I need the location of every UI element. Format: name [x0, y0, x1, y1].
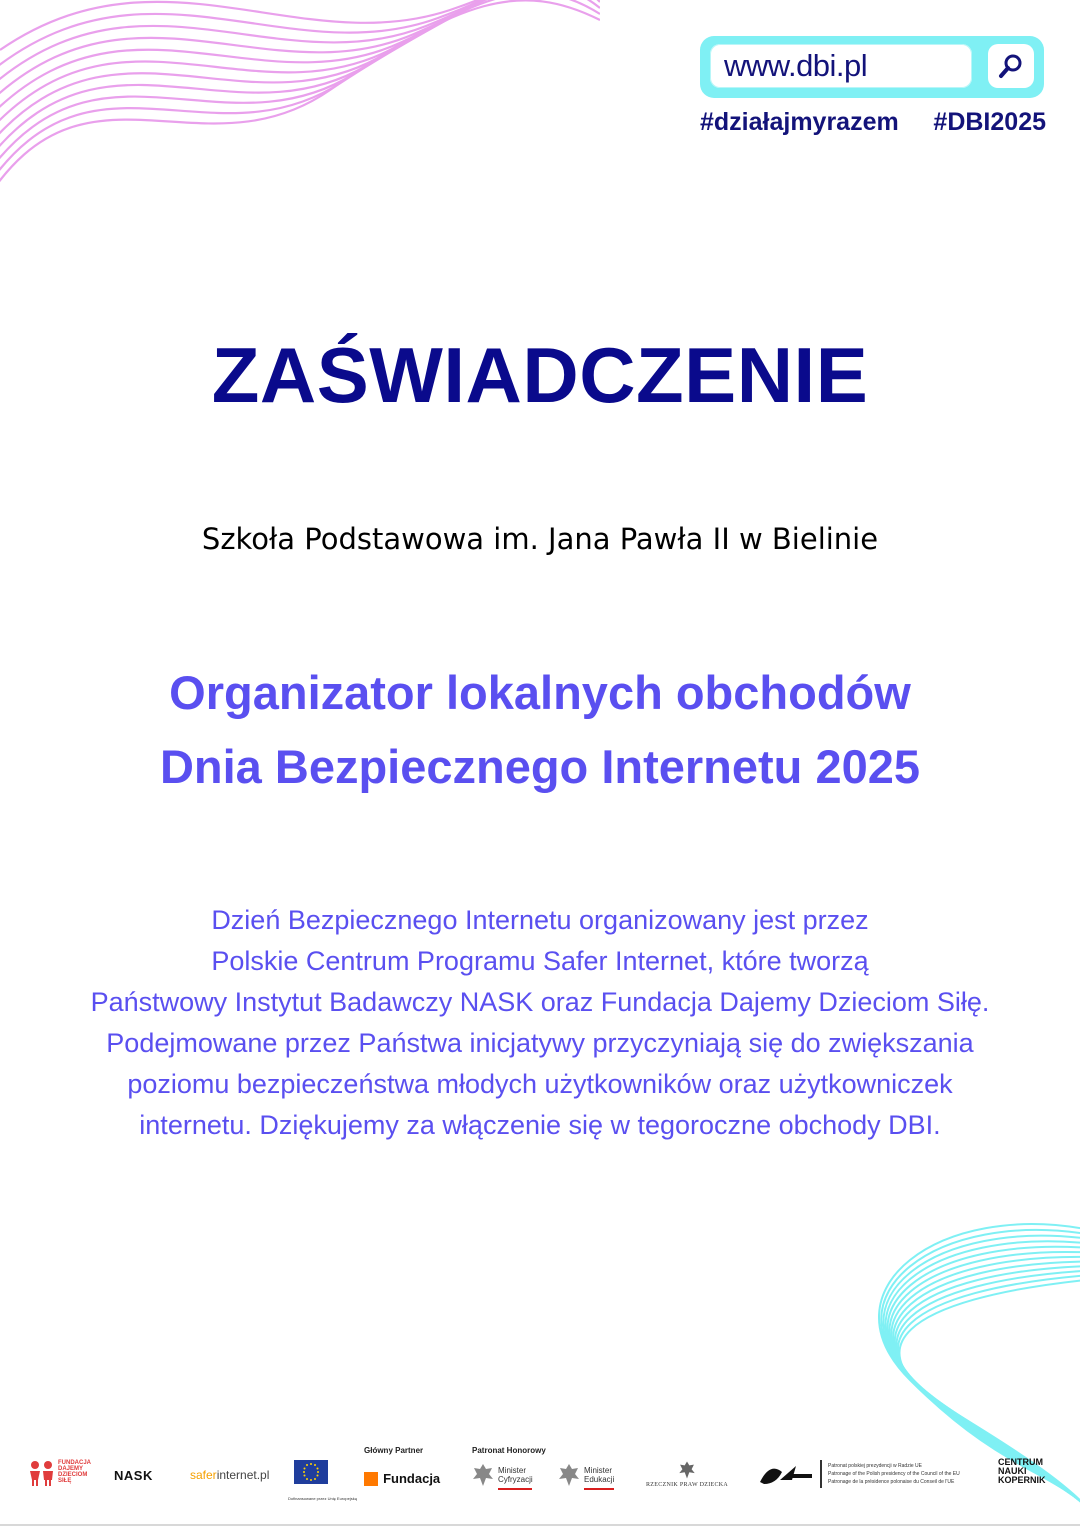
honorary-patronage-label: Patronat Honorowy — [472, 1446, 546, 1455]
orange-square-icon — [364, 1472, 378, 1486]
nask-logo: NASK — [114, 1468, 153, 1483]
presidency-line: Patronage of the Polish presidency of the Council of the EU — [828, 1471, 960, 1477]
eu-caption: Dofinansowane przez Unię Europejską — [288, 1496, 357, 1501]
description-line: Dzień Bezpiecznego Internetu organizowany jest przez — [211, 905, 869, 935]
role-line: Organizator lokalnych obchodów — [169, 666, 911, 719]
recipient-role — [0, 656, 1080, 804]
wave-line — [0, 0, 600, 50]
cnk-line: NAUKI — [998, 1466, 1027, 1476]
main-partner-label: Główny Partner — [364, 1446, 424, 1455]
fdds-line: SIŁĘ — [58, 1478, 72, 1484]
certificate-title: ZAŚWIADCZENIE — [211, 331, 869, 419]
wave-line — [0, 0, 600, 82]
wave-line — [0, 0, 600, 210]
main-partner-logo — [364, 1468, 440, 1487]
role-line: Dnia Bezpiecznego Internetu 2025 — [159, 740, 921, 793]
main-partner-name: Fundacja — [383, 1471, 441, 1486]
minister-edukacji-logo — [558, 1462, 622, 1492]
description-line: Polskie Centrum Programu Safer Internet, które tworzą — [211, 946, 869, 976]
description — [0, 900, 1080, 1146]
page-bottom-border — [0, 1524, 1080, 1526]
presidency-line: Patronat polskiej prezydencji w Radzie UE — [828, 1463, 922, 1469]
safer-suffix: internet.pl — [216, 1468, 270, 1482]
centrum-nauki-kopernik-logo — [998, 1458, 1058, 1488]
fdds-logo — [28, 1460, 98, 1490]
children-icon — [28, 1460, 56, 1486]
fdds-line: DAJEMY — [58, 1466, 84, 1472]
search-field[interactable] — [710, 44, 972, 88]
rzecznik-praw-dziecka-logo — [646, 1460, 732, 1492]
eagle-emblem-icon — [558, 1462, 580, 1488]
search-box — [700, 36, 1044, 98]
hashtag-dbi2025: #DBI2025 — [933, 108, 1046, 136]
eu-logo — [288, 1460, 357, 1506]
recipient-name: Szkoła Podstawowa im. Jana Pawła II w Bielinie — [201, 522, 879, 556]
description-line: poziomu bezpieczeństwa młodych użytkowników oraz użytkowniczek — [127, 1069, 953, 1099]
minister-cyfryzacji-logo — [472, 1462, 536, 1492]
minister-line: Cyfryzacji — [498, 1475, 533, 1484]
hashtag-dzialajmy: #działajmyrazem — [700, 108, 899, 136]
fdds-line: DZIECIOM — [58, 1472, 88, 1478]
wave-line — [0, 0, 600, 146]
description-line: Państwowy Instytut Badawczy NASK oraz Fundacja Dajemy Dzieciom Siłę. — [90, 987, 990, 1017]
minister-line: Edukacji — [584, 1475, 615, 1484]
wave-line — [0, 0, 600, 194]
description-line: internetu. Dziękujemy za włączenie się w tegoroczne obchody DBI. — [139, 1110, 941, 1140]
search-url: www.dbi.pl — [724, 48, 868, 83]
wave-line — [0, 0, 600, 130]
wave-line — [0, 0, 600, 162]
presidency-mark-icon — [756, 1460, 814, 1490]
wave-line — [0, 0, 600, 98]
cnk-line: KOPERNIK — [998, 1475, 1046, 1485]
description-line: Podejmowane przez Państwa inicjatywy przyczyniają się do zwiększania — [106, 1028, 974, 1058]
wave-line — [0, 0, 600, 178]
minister-line: Minister — [584, 1466, 613, 1475]
eu-presidency-logo — [756, 1458, 976, 1492]
eu-flag-icon — [294, 1460, 328, 1484]
eagle-emblem-icon — [678, 1460, 696, 1480]
hashtags — [700, 108, 1046, 137]
fdds-line: FUNDACJA — [58, 1460, 91, 1466]
decorative-waves-top — [0, 0, 600, 230]
safer-prefix: safer — [190, 1468, 217, 1482]
ombudsman-name: RZECZNIK PRAW DZIECKA — [646, 1482, 729, 1488]
wave-line — [0, 0, 600, 114]
saferinternet-logo — [190, 1468, 269, 1482]
magnifier-icon — [997, 52, 1025, 80]
search-button[interactable] — [988, 44, 1034, 88]
cnk-line: CENTRUM — [998, 1457, 1043, 1467]
wave-line — [0, 0, 600, 66]
partner-logos — [0, 1438, 1080, 1508]
presidency-line: Patronage de la présidence polonaise du Conseil de l'UE — [828, 1479, 955, 1485]
minister-line: Minister — [498, 1466, 527, 1475]
eagle-emblem-icon — [472, 1462, 494, 1488]
